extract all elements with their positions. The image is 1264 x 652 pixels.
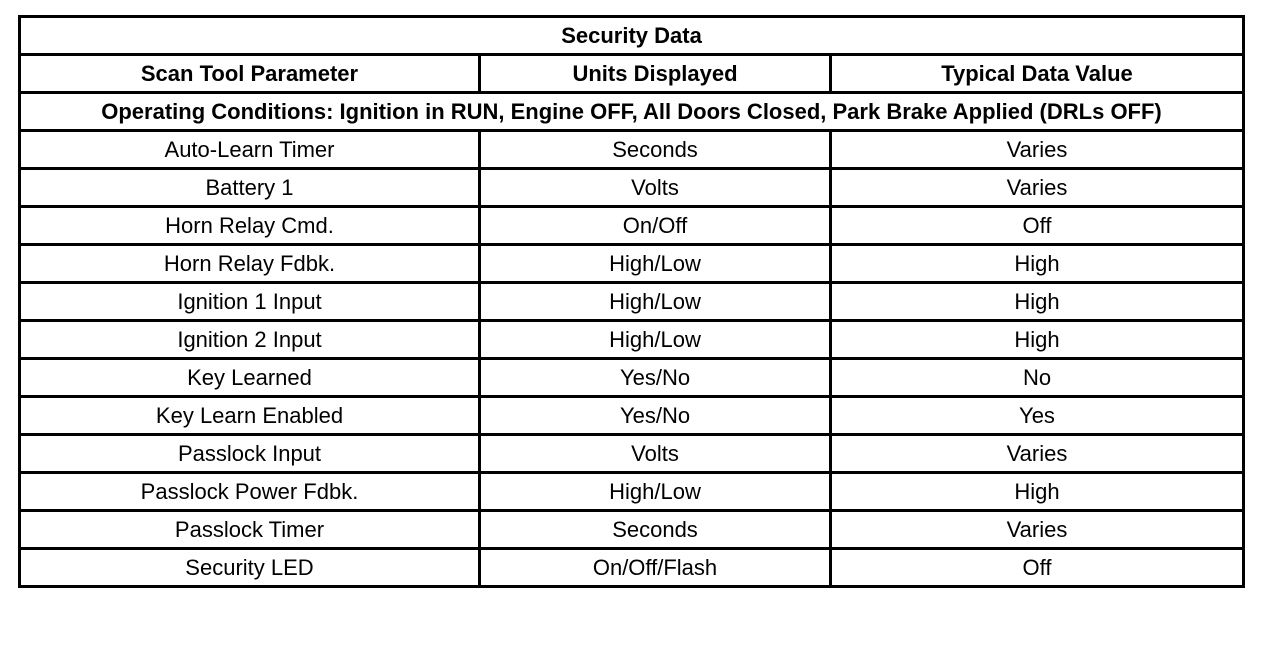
parameter-cell: Auto-Learn Timer bbox=[20, 131, 480, 169]
parameter-cell: Passlock Power Fdbk. bbox=[20, 473, 480, 511]
security-data-table bbox=[18, 15, 1245, 588]
units-cell: High/Low bbox=[480, 321, 831, 359]
units-cell: High/Low bbox=[480, 283, 831, 321]
table-row bbox=[20, 207, 1244, 245]
table-row bbox=[20, 549, 1244, 587]
value-cell: No bbox=[831, 359, 1244, 397]
table-row bbox=[20, 245, 1244, 283]
parameter-cell: Key Learned bbox=[20, 359, 480, 397]
conditions-row bbox=[20, 93, 1244, 131]
table-row bbox=[20, 359, 1244, 397]
parameter-cell: Battery 1 bbox=[20, 169, 480, 207]
parameter-cell: Horn Relay Cmd. bbox=[20, 207, 480, 245]
units-cell: High/Low bbox=[480, 245, 831, 283]
header-scan-tool-parameter: Scan Tool Parameter bbox=[20, 55, 480, 93]
units-cell: Seconds bbox=[480, 131, 831, 169]
parameter-cell: Passlock Timer bbox=[20, 511, 480, 549]
units-cell: Yes/No bbox=[480, 359, 831, 397]
value-cell: High bbox=[831, 245, 1244, 283]
value-cell: High bbox=[831, 473, 1244, 511]
table-row bbox=[20, 169, 1244, 207]
units-cell: Yes/No bbox=[480, 397, 831, 435]
table-row bbox=[20, 283, 1244, 321]
units-cell: Volts bbox=[480, 435, 831, 473]
units-cell: On/Off/Flash bbox=[480, 549, 831, 587]
parameter-cell: Ignition 1 Input bbox=[20, 283, 480, 321]
parameter-cell: Security LED bbox=[20, 549, 480, 587]
header-typical-data-value: Typical Data Value bbox=[831, 55, 1244, 93]
value-cell: Varies bbox=[831, 169, 1244, 207]
table-row bbox=[20, 131, 1244, 169]
units-cell: On/Off bbox=[480, 207, 831, 245]
table-row bbox=[20, 397, 1244, 435]
value-cell: High bbox=[831, 321, 1244, 359]
value-cell: High bbox=[831, 283, 1244, 321]
title-row bbox=[20, 17, 1244, 55]
units-cell: High/Low bbox=[480, 473, 831, 511]
value-cell: Varies bbox=[831, 131, 1244, 169]
value-cell: Off bbox=[831, 549, 1244, 587]
parameter-cell: Passlock Input bbox=[20, 435, 480, 473]
table-row bbox=[20, 511, 1244, 549]
table-row bbox=[20, 435, 1244, 473]
parameter-cell: Key Learn Enabled bbox=[20, 397, 480, 435]
value-cell: Varies bbox=[831, 511, 1244, 549]
table-row bbox=[20, 473, 1244, 511]
value-cell: Off bbox=[831, 207, 1244, 245]
units-cell: Volts bbox=[480, 169, 831, 207]
value-cell: Yes bbox=[831, 397, 1244, 435]
value-cell: Varies bbox=[831, 435, 1244, 473]
header-row bbox=[20, 55, 1244, 93]
table-title: Security Data bbox=[20, 17, 1244, 55]
parameter-cell: Horn Relay Fdbk. bbox=[20, 245, 480, 283]
header-units-displayed: Units Displayed bbox=[480, 55, 831, 93]
table-row bbox=[20, 321, 1244, 359]
units-cell: Seconds bbox=[480, 511, 831, 549]
operating-conditions: Operating Conditions: Ignition in RUN, Engine OFF, All Doors Closed, Park Brake Applied (DRLs OFF) bbox=[20, 93, 1244, 131]
parameter-cell: Ignition 2 Input bbox=[20, 321, 480, 359]
